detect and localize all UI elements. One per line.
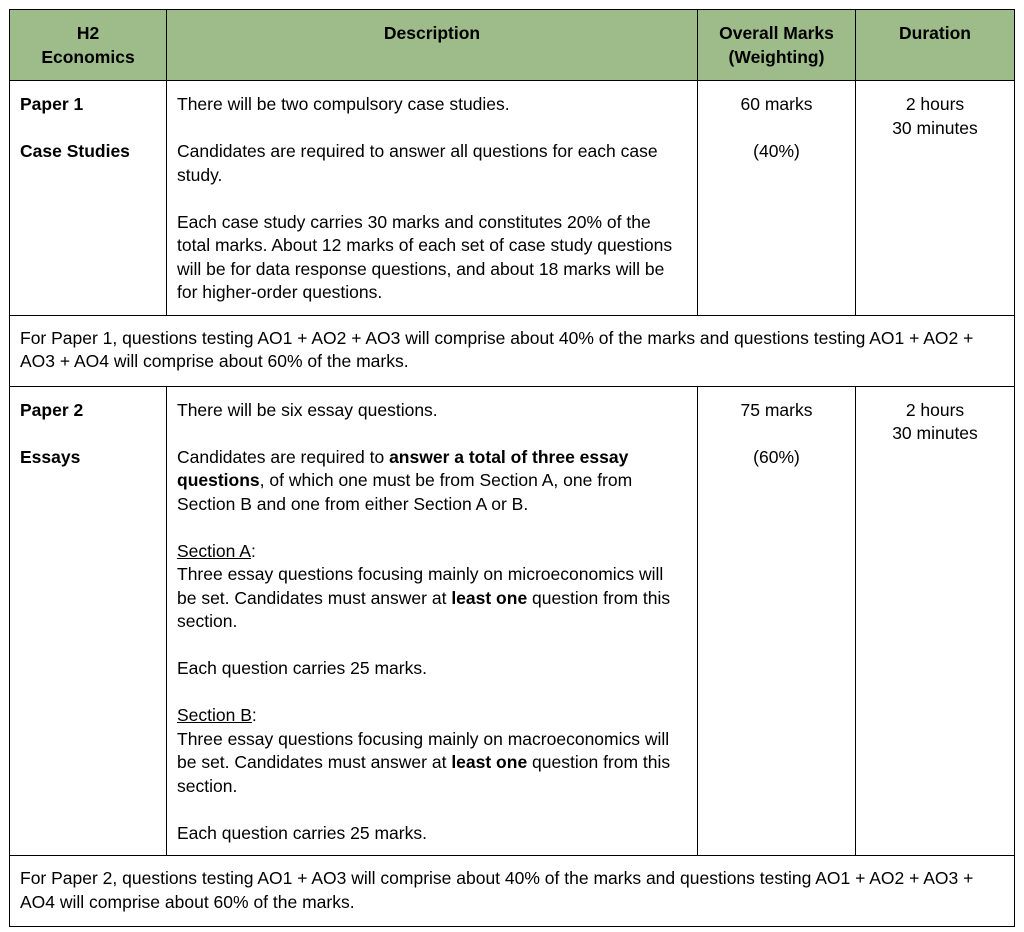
section-a-text-c: question from this section. [177,587,671,631]
paper2-desc-p2-bold: answer a total of three essay questions [177,446,629,490]
header-subject [10,10,167,81]
section-b-text-bold: least one [451,752,528,772]
section-a-heading: Section A: [177,540,256,561]
section-a-text [177,563,687,634]
paper1-duration-line1: 2 hours [905,94,965,114]
header-subject-line1: H2 [76,23,100,43]
paper2-desc-p2-a: Candidates are required to [177,446,390,467]
header-description: Description [167,10,698,81]
section-a-text-a: Three essay questions focusing mainly on microeconomics will be set. Candidates must answer at [177,564,664,608]
assessment-table [9,9,1015,927]
paper1-note: For Paper 1, questions testing AO1 + AO2 + AO3 will comprise about 40% of the marks and questions testing AO1 + AO2 + AO3 + AO4 will comprise about 60% of the marks. [10,315,1015,386]
header-duration: Duration [856,10,1015,81]
paper2-desc-p2 [177,446,687,517]
paper2-weighting: (60%) [753,446,800,467]
paper2-duration-line1: 2 hours [905,399,965,420]
paper2-desc-p1: There will be six essay questions. [177,399,438,420]
header-marks-line1: Overall Marks [719,23,834,43]
paper2-note: For Paper 2, questions testing AO1 + AO3 will comprise about 40% of the marks and questions testing AO1 + AO2 + AO3 + AO4 will comprise about 60% of the marks. [10,856,1015,927]
section-b-title: Section B [177,705,252,725]
paper1-duration-cell [856,81,1015,316]
paper1-row [10,81,1015,316]
header-subject-line2: Economics [41,46,135,67]
section-b-text-c: question from this section. [177,752,671,796]
header-overall-marks [698,10,856,81]
paper2-subtitle: Essays [20,446,81,467]
section-a-marks: Each question carries 25 marks. [177,658,427,678]
section-b-heading: Section B: [177,705,257,725]
paper1-marks-cell [698,81,856,316]
section-b-marks: Each question carries 25 marks. [177,822,427,843]
paper2-label-cell [10,386,167,856]
paper1-note-row [10,315,1015,386]
paper2-marks-cell [698,386,856,856]
paper2-marks: 75 marks [740,399,813,420]
paper1-duration-line2: 30 minutes [892,117,978,138]
paper2-row [10,386,1015,856]
paper2-title: Paper 2 [20,399,84,420]
paper2-duration-line2: 30 minutes [892,423,978,443]
paper1-desc-p3: Each case study carries 30 marks and constitutes 20% of the total marks. About 12 marks of each set of case study questions will be for data response questions, and about 18 marks will be for higher-order questions. [177,211,673,302]
paper1-title: Paper 1 [20,94,84,114]
section-b-text [177,728,687,799]
syllabus-document [9,9,1014,927]
paper1-desc-p2: Candidates are required to answer all questions for each case study. [177,141,658,185]
paper2-note-row [10,856,1015,927]
section-b-text-a: Three essay questions focusing mainly on macroeconomics will be set. Candidates must answer at [177,728,670,772]
paper2-duration-cell [856,386,1015,856]
paper2-desc-p2-c: , of which one must be from Section A, one from Section B and one from either Section A or B. [177,470,633,514]
header-row [10,10,1015,81]
paper1-subtitle: Case Studies [20,141,130,161]
section-a-text-bold: least one [451,587,528,608]
paper1-desc-p1: There will be two compulsory case studies. [177,94,510,114]
header-marks-line2: (Weighting) [728,46,825,67]
paper1-label-cell [10,81,167,316]
paper1-marks: 60 marks [740,94,813,114]
section-a-title: Section A [177,540,251,561]
paper1-weighting: (40%) [753,141,800,161]
paper2-description-cell [167,386,698,856]
paper1-description-cell [167,81,698,316]
